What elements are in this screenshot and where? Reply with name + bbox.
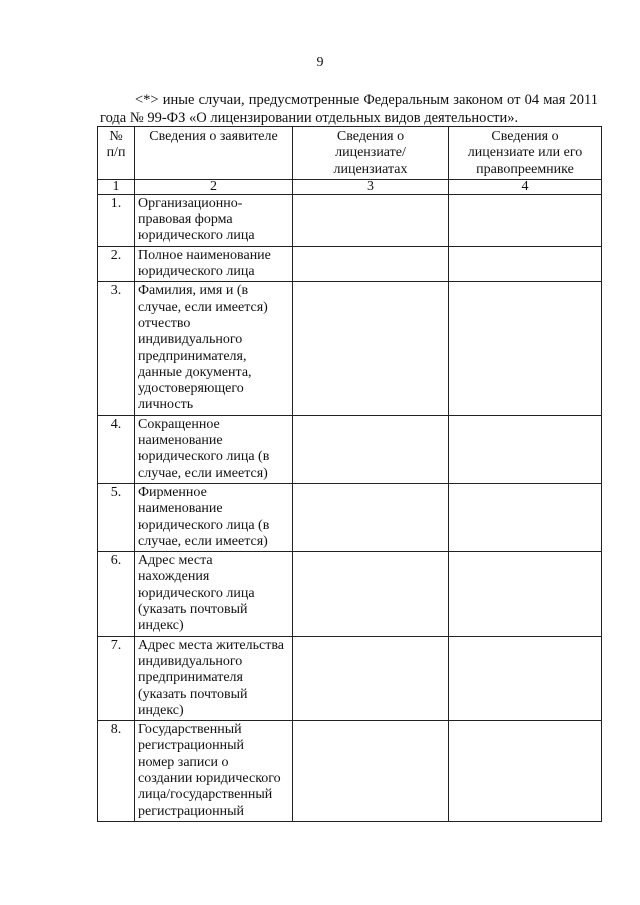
licensee-cell (293, 636, 449, 720)
licensee-cell (293, 552, 449, 636)
table-row (98, 194, 602, 246)
successor-cell (449, 552, 602, 636)
licensee-cell (293, 246, 449, 282)
row-description: Государственный регистрационный номер записи о создании юридического лица/государственный регистрационный (135, 721, 293, 822)
row-description: Фирменное наименование юридического лица (в случае, если имеется) (135, 483, 293, 551)
licensee-cell (293, 415, 449, 483)
header-successor-info: Сведения о лицензиате или его правопреемнике (449, 127, 602, 180)
table-row (98, 246, 602, 282)
successor-cell (449, 636, 602, 720)
successor-cell (449, 483, 602, 551)
row-number: 8. (98, 721, 135, 822)
header-row-number: № п/п (98, 127, 135, 180)
row-description: Сокращенное наименование юридического лица (в случае, если имеется) (135, 415, 293, 483)
table-row (98, 636, 602, 720)
row-number: 4. (98, 415, 135, 483)
row-number: 5. (98, 483, 135, 551)
successor-cell (449, 415, 602, 483)
row-number: 6. (98, 552, 135, 636)
header-applicant-info: Сведения о заявителе (135, 127, 293, 180)
table-header-row (98, 127, 602, 180)
row-description: Полное наименование юридического лица (135, 246, 293, 282)
row-number: 1. (98, 194, 135, 246)
table-row (98, 415, 602, 483)
licensee-cell (293, 282, 449, 415)
licensee-cell (293, 721, 449, 822)
row-description: Организационно- правовая форма юридического лица (135, 194, 293, 246)
table-row (98, 483, 602, 551)
successor-cell (449, 721, 602, 822)
table-row (98, 282, 602, 415)
column-number-row (98, 179, 602, 194)
column-number: 1 (98, 179, 135, 194)
row-description: Адрес места жительства индивидуального предпринимателя (указать почтовый индекс) (135, 636, 293, 720)
table-row (98, 552, 602, 636)
row-description: Фамилия, имя и (в случае, если имеется) отчество индивидуального предпринимателя, данные документа, удостоверяющего личность (135, 282, 293, 415)
column-number: 3 (293, 179, 449, 194)
applicant-info-table (97, 126, 602, 822)
header-licensee-info: Сведения о лицензиате/ лицензиатах (293, 127, 449, 180)
table-row (98, 721, 602, 822)
successor-cell (449, 194, 602, 246)
intro-paragraph: <*> иные случаи, предусмотренные Федеральным законом от 04 мая 2011 года № 99-ФЗ «О лицензировании отдельных видов деятельности». (100, 91, 598, 126)
column-number: 2 (135, 179, 293, 194)
licensee-cell (293, 194, 449, 246)
row-number: 7. (98, 636, 135, 720)
licensee-cell (293, 483, 449, 551)
column-number: 4 (449, 179, 602, 194)
successor-cell (449, 282, 602, 415)
row-number: 3. (98, 282, 135, 415)
row-description: Адрес места нахождения юридического лица (указать почтовый индекс) (135, 552, 293, 636)
successor-cell (449, 246, 602, 282)
page-number: 9 (316, 55, 324, 70)
row-number: 2. (98, 246, 135, 282)
